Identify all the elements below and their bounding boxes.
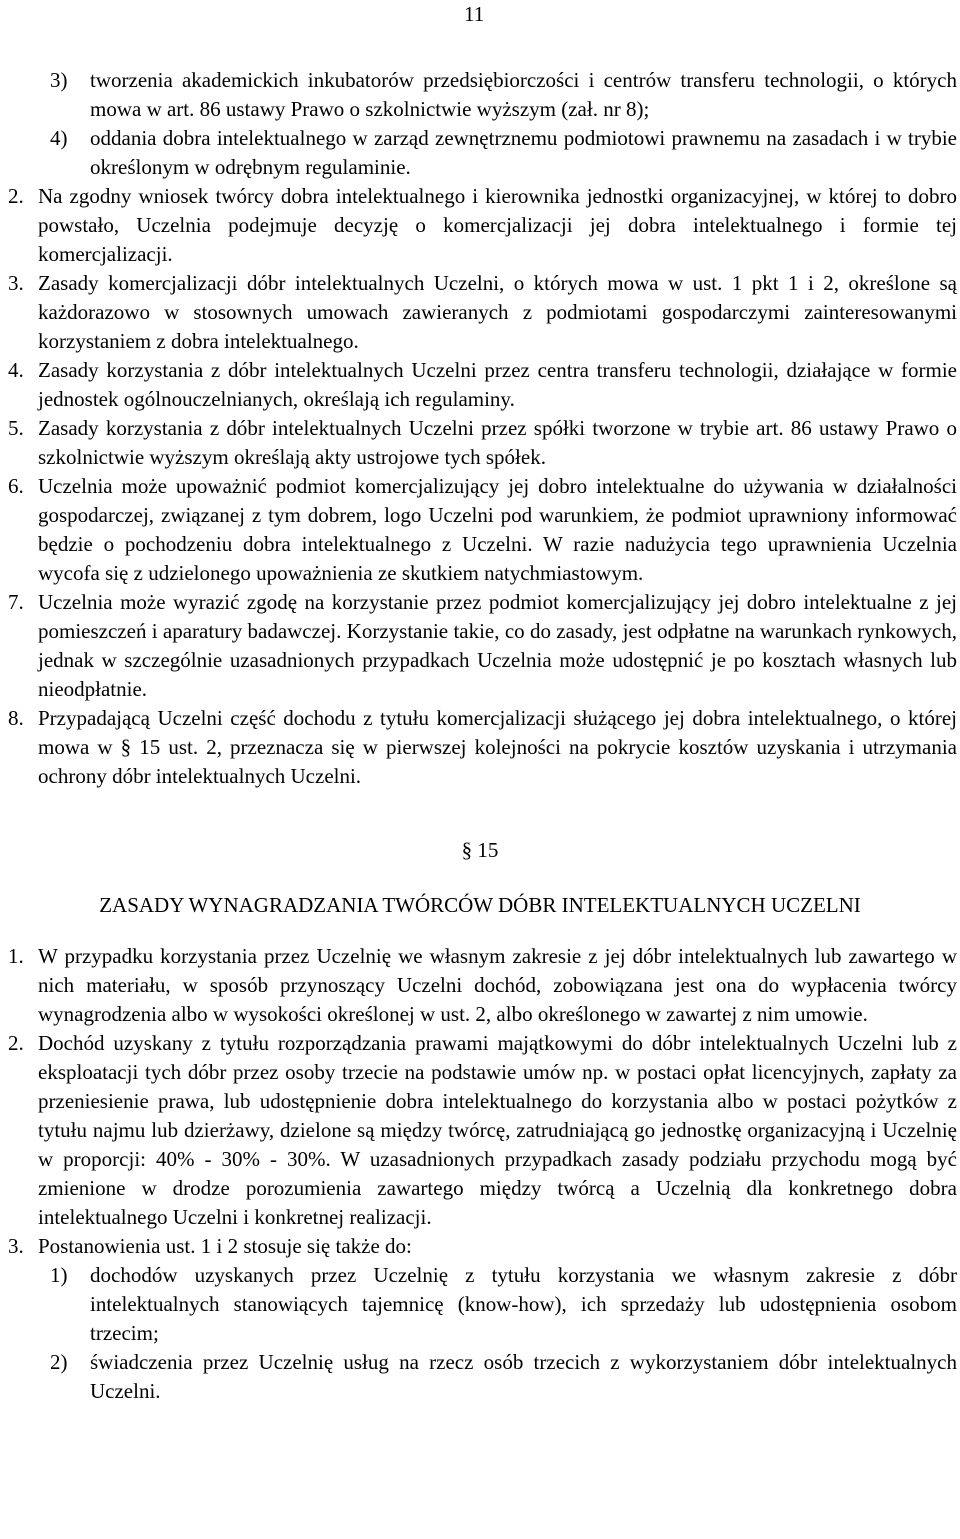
sub-list-item (0, 1261, 960, 1348)
item-number: 3. (8, 1234, 24, 1258)
item-number: 3) (50, 68, 68, 92)
item-text: tworzenia akademickich inkubatorów przedsiębiorczości i centrów transferu technologii, o których mowa w art. 86 ustawy Prawo o szkolnictwie wyższym (zał. nr 8); (90, 68, 957, 121)
sub-list-item (0, 1348, 960, 1406)
item-text: oddania dobra intelektualnego w zarząd zewnętrznemu podmiotowi prawnemu na zasadach i w trybie określonym w odrębnym regulaminie. (90, 126, 957, 179)
item-text: W przypadku korzystania przez Uczelnię we własnym zakresie z jej dóbr intelektualnych lub zawartego w nich materiału, w sposób przynoszący Uczelni dochód, zobowiązana jest ona do wypłacenia twórcy wynagrodzenia albo w wysokości określonej w ust. 2, albo określonego w zawartej z nim umowie. (38, 944, 957, 1026)
item-number: 1) (50, 1263, 68, 1287)
item-number: 2) (50, 1350, 68, 1374)
item-text: Przypadającą Uczelni część dochodu z tytułu komercjalizacji służącego jej dobra intelektualnego, o której mowa w § 15 ust. 2, przeznacza się w pierwszej kolejności na pokrycie kosztów uzyskania i utrzymania ochrony dóbr intelektualnych Uczelni. (38, 706, 957, 788)
sub-list-item (0, 124, 960, 182)
item-text: Zasady korzystania z dóbr intelektualnych Uczelni przez centra transferu technologii, działające w formie jednostek ogólnouczelnianych, określają ich regulaminy. (38, 358, 957, 411)
list-item (0, 182, 960, 269)
item-text: Zasady korzystania z dóbr intelektualnych Uczelni przez spółki tworzone w trybie art. 86 ustawy Prawo o szkolnictwie wyższym określają akty ustrojowe tych spółek. (38, 416, 957, 469)
list-item (0, 942, 960, 1029)
list-item (0, 1029, 960, 1232)
item-number: 6. (8, 474, 24, 498)
item-number: 2. (8, 1031, 24, 1055)
item-number: 7. (8, 590, 24, 614)
section-heading-symbol: § 15 (461, 838, 499, 862)
list-item (0, 269, 960, 356)
sub-list-item (0, 66, 960, 124)
section-title: ZASADY WYNAGRADZANIA TWÓRCÓW DÓBR INTELEKTUALNYCH UCZELNI (99, 893, 861, 917)
item-number: 5. (8, 416, 24, 440)
item-number: 4) (50, 126, 68, 150)
list-item (0, 588, 960, 704)
item-text: Uczelnia może wyrazić zgodę na korzystanie przez podmiot komercjalizujący jej dobro intelektualne z jej pomieszczeń i aparatury badawczej. Korzystanie takie, co do zasady, jest odpłatne na warunkach rynkowych, jednak w szczególnie uzasadnionych przypadkach Uczelnia może udostępnić je po kosztach własnych lub nieodpłatnie. (38, 590, 957, 701)
item-text: Na zgodny wniosek twórcy dobra intelektualnego i kierownika jednostki organizacyjnej, w której to dobro powstało, Uczelnia podejmuje decyzję o komercjalizacji jej dobra intelektualnego i formie tej komercjalizacji. (38, 184, 957, 266)
list-item (0, 414, 960, 472)
item-text: Postanowienia ust. 1 i 2 stosuje się także do: (38, 1234, 412, 1258)
item-number: 3. (8, 271, 24, 295)
list-item (0, 1232, 960, 1261)
item-number: 1. (8, 944, 24, 968)
page-number: 11 (464, 2, 485, 26)
list-item (0, 472, 960, 588)
item-number: 8. (8, 706, 24, 730)
item-number: 4. (8, 358, 24, 382)
item-text: Dochód uzyskany z tytułu rozporządzania prawami majątkowymi do dóbr intelektualnych Uczelni lub z eksploatacji tych dóbr przez osoby trzecie na podstawie umów np. w postaci opłat licencyjnych, zapłaty za przeniesienie prawa, lub udostępnienie dobra intelektualnego do korzystania albo w postaci pożytków z tytułu najmu lub dzierżawy, dzielone są między twórcę, zatrudniającą go jednostkę organizacyjną i Uczelnię w proporcji: 40% - 30% - 30%. W uzasadnionych przypadkach zasady podziału przychodu mogą być zmienione w drodze porozumienia zawartego między twórcą a Uczelnią dla konkretnego dobra intelektualnego Uczelni i konkretnej realizacji. (38, 1031, 957, 1229)
list-item (0, 356, 960, 414)
item-text: świadczenia przez Uczelnię usług na rzecz osób trzecich z wykorzystaniem dóbr intelektualnych Uczelni. (90, 1350, 957, 1403)
list-item (0, 704, 960, 791)
item-text: dochodów uzyskanych przez Uczelnię z tytułu korzystania we własnym zakresie z dóbr intelektualnych stanowiących tajemnicę (know-how), ich sprzedaży lub udostępnienia osobom trzecim; (90, 1263, 957, 1345)
item-text: Zasady komercjalizacji dóbr intelektualnych Uczelni, o których mowa w ust. 1 pkt 1 i 2, określone są każdorazowo w stosownych umowach zawieranych z podmiotami gospodarczymi zainteresowanymi korzystaniem z dobra intelektualnego. (38, 271, 957, 353)
item-text: Uczelnia może upoważnić podmiot komercjalizujący jej dobro intelektualne do używania w działalności gospodarczej, związanej z tym dobrem, logo Uczelni pod warunkiem, że podmiot uprawniony informować będzie o pochodzeniu dobra intelektualnego z Uczelni. W razie nadużycia tego uprawnienia Uczelnia wycofa się z udzielonego upoważnienia ze skutkiem natychmiastowym. (38, 474, 957, 585)
document-body (0, 66, 960, 1406)
item-number: 2. (8, 184, 24, 208)
numbered-list-bottom (0, 942, 960, 1406)
numbered-list-top (0, 66, 960, 791)
